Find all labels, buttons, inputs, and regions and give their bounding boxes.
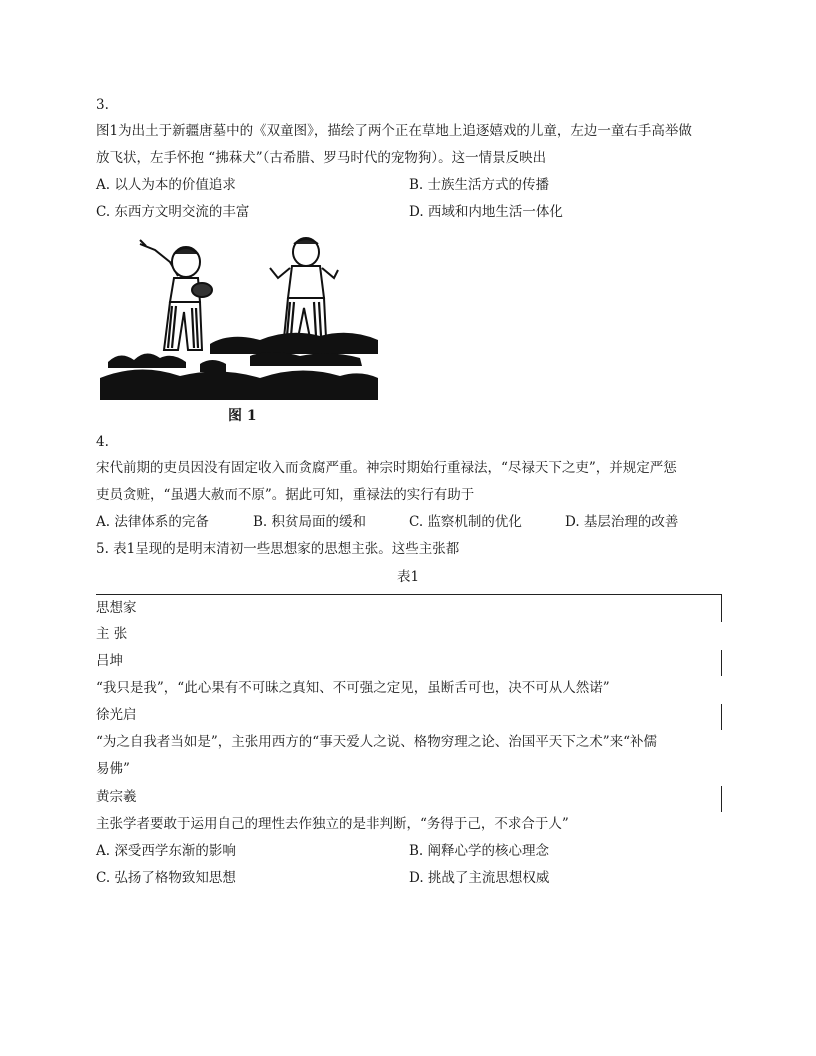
table-right-border-4 [721,786,722,812]
table-row-1-claim: “我只是我”，“此心果有不可昧之真知、不可强之定见，虽断舌可也，决不可从人然诺” [96,680,610,696]
table-top-border [96,594,722,595]
question-5-option-a: A. 深受西学东渐的影响 [96,843,236,859]
question-4-number: 4. [96,434,109,450]
table-right-border-2 [721,650,722,676]
question-5-option-d: D. 挑战了主流思想权威 [409,870,550,886]
question-3-option-c: C. 东西方文明交流的丰富 [96,204,250,220]
table-row-2-name: 徐光启 [96,707,137,723]
question-4-option-a: A. 法律体系的完备 [96,514,209,530]
question-4-option-c: C. 监察机制的优化 [409,514,522,530]
question-5-option-b: B. 阐释心学的核心理念 [409,843,550,859]
table-row-2-claim-line1: “为之自我者当如是”，主张用西方的“事天爱人之说、格物穷理之论、治国平天下之术”来“补儒 [96,734,658,750]
table-right-border-3 [721,704,722,730]
figure-two-children-image [100,232,380,428]
table-1-title: 表1 [396,569,420,585]
table-row-3-name: 黄宗羲 [96,789,137,805]
question-4-stem-line2: 吏员贪赃，“虽遇大赦而不原”。据此可知，重禄法的实行有助于 [96,487,475,503]
question-3-number: 3. [96,97,109,113]
table-right-border-1 [721,594,722,622]
question-5-stem: 5. 表1呈现的是明末清初一些思想家的思想主张。这些主张都 [96,541,460,557]
figure-1-caption: 图 1 [228,408,257,424]
question-3-stem-line2: 放飞状，左手怀抱 “拂菻犬”（古希腊、罗马时代的宠物狗）。这一情景反映出 [96,150,547,166]
question-3-option-d: D. 西域和内地生活一体化 [409,204,563,220]
question-3-stem-line1: 图1为出土于新疆唐墓中的《双童图》，描绘了两个正在草地上追逐嬉戏的儿童，左边一童右手高举做 [96,123,692,139]
table-header-claim: 主 张 [96,626,128,642]
question-4-stem-line1: 宋代前期的吏员因没有固定收入而贪腐严重。神宗时期始行重禄法，“尽禄天下之吏”，并规定严惩 [96,460,677,476]
table-row-3-claim: 主张学者要敢于运用自己的理性去作独立的是非判断，“务得于己，不求合于人” [96,816,569,832]
question-3-option-a: A. 以人为本的价值追求 [96,177,236,193]
table-row-2-claim-line2: 易佛” [96,761,130,777]
question-5-option-c: C. 弘扬了格物致知思想 [96,870,236,886]
question-4-option-b: B. 积贫局面的缓和 [253,514,367,530]
table-header-thinker: 思想家 [96,600,137,616]
table-row-1-name: 吕坤 [96,653,123,669]
question-3-option-b: B. 士族生活方式的传播 [409,177,550,193]
question-4-option-d: D. 基层治理的改善 [565,514,679,530]
